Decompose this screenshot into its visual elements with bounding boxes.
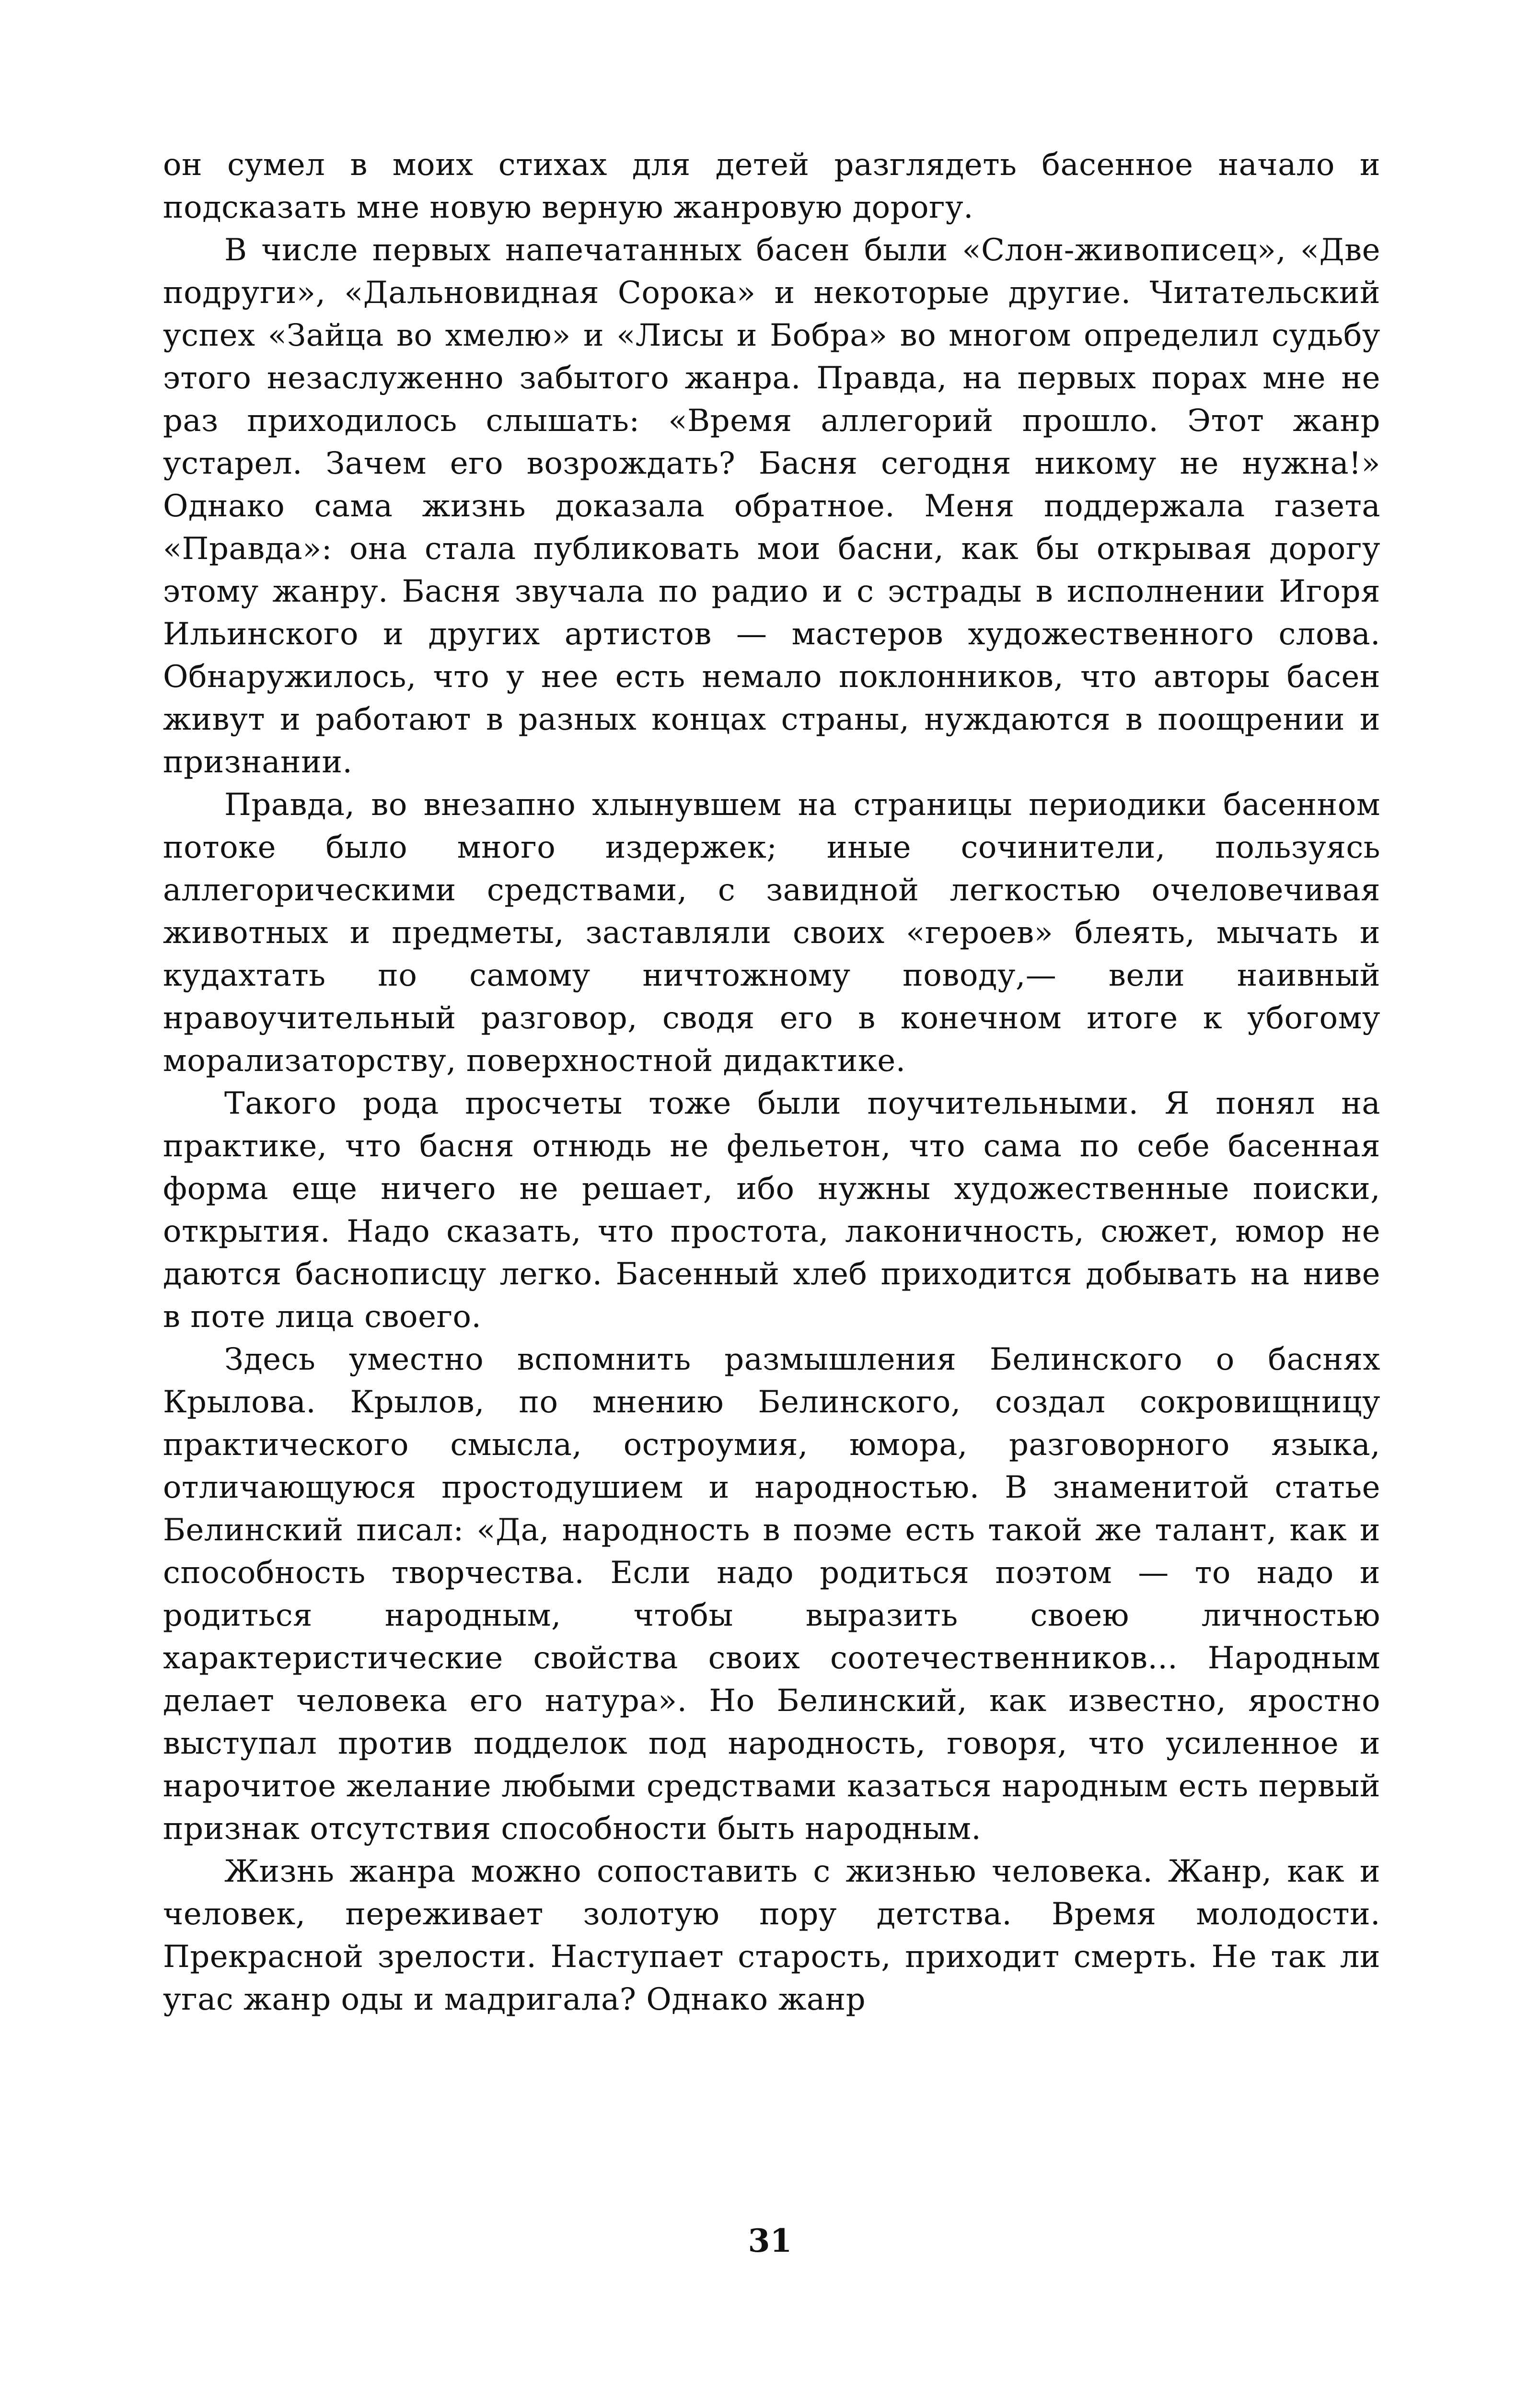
paragraph-3: Правда, во внезапно хлынувшем на страницы периодики басенном потоке было много издержек; иные сочинители, пользуясь аллегорическими средствами, с завидной легкостью очеловечивая животных и предметы, заставляли своих «героев» блеять, мычать и кудахтать по самому ничтожному поводу,— вели наивный нравоучительный разговор, сводя его в конечном итоге к убогому морализаторству, поверхностной дидактике. (163, 787, 1380, 1079)
paragraph-1: он сумел в моих стихах для детей разглядеть басенное начало и подсказать мне новую верную жанровую дорогу. (163, 147, 1380, 225)
page-body (163, 144, 1380, 2021)
paragraph-2: В числе первых напечатанных басен были «Слон-живописец», «Две подруги», «Дальновидная Сорока» и некоторые другие. Читательский успех «Зайца во хмелю» и «Лисы и Бобра» во многом определил судьбу этого незаслуженно забытого жанра. Правда, на первых порах мне не раз приходилось слышать: «Время аллегорий прошло. Этот жанр устарел. Зачем его возрождать? Басня сегодня никому не нужна!» Однако сама жизнь доказала обратное. Меня поддержала газета «Правда»: она стала публиковать мои басни, как бы открывая дорогу этому жанру. Басня звучала по радио и с эстрады в исполнении Игоря Ильинского и других артистов — мастеров художественного слова. Обнаружилось, что у нее есть немало поклонников, что авторы басен живут и работают в разных концах страны, нуждаются в поощрении и признании. (163, 233, 1380, 780)
paragraph-5: Здесь уместно вспомнить размышления Белинского о баснях Крылова. Крылов, по мнению Белинского, создал сокровищницу практического смысла, остроумия, юмора, разговорного языка, отличающуюся простодушием и народностью. В знаменитой статье Белинский писал: «Да, народность в поэме есть такой же талант, как и способность творчества. Если надо родиться поэтом — то надо и родиться народным, чтобы выразить своею личностью характеристические свойства своих соотечественников... Народным делает человека его натура». Но Белинский, как известно, яростно выступал против подделок под народность, говоря, что усиленное и нарочитое желание любыми средствами казаться народным есть первый признак отсутствия способности быть народным. (163, 1342, 1380, 1847)
body-text (163, 144, 1380, 2021)
page-number: 31 (748, 2222, 792, 2259)
paragraph-6: Жизнь жанра можно сопоставить с жизнью человека. Жанр, как и человек, переживает золотую пору детства. Время молодости. Прекрасной зрелости. Наступает старость, приходит смерть. Не так ли угас жанр оды и мадригала? Однако жанр (163, 1854, 1380, 2017)
paragraph-4: Такого рода просчеты тоже были поучительными. Я понял на практике, что басня отнюдь не фельетон, что сама по себе басенная форма еще ничего не решает, ибо нужны художественные поиски, открытия. Надо сказать, что простота, лаконичность, сюжет, юмор не даются баснописцу легко. Басенный хлеб приходится добывать на ниве в поте лица своего. (163, 1086, 1380, 1335)
